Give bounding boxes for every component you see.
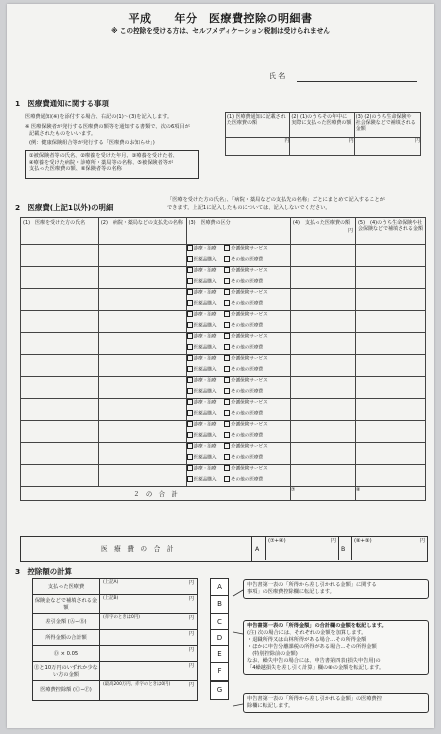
calc-row-label: 保険金などで補填される金額 xyxy=(33,595,100,614)
grand-total-b-tag: B xyxy=(341,546,346,553)
calc-row-tag: E xyxy=(210,645,229,664)
self-medication-notice: ※ この控除を受ける方は、セルフメディケーション税制は受けられません xyxy=(111,27,330,35)
note-deduction-result-transfer: 申告書第一表の「所得から差し引かれる金額」の医療費控 除欄に転記します。 xyxy=(243,693,429,713)
detail-category-options[interactable]: 診療・治療 介護保険サービス xyxy=(186,333,290,344)
detail-category-options[interactable]: 診療・治療 介護保険サービス xyxy=(186,377,290,388)
calc-row-label: Ⓔと10万円のいずれか少ない方の金額 xyxy=(33,662,100,681)
detail-header-reimbursed: (5) (4)のうち生命保険や社会保険などで補填される金額 xyxy=(355,218,425,245)
calc-row-tag: F xyxy=(210,662,229,681)
detail-category-options-2[interactable]: 医薬品購入 その他の医療費 xyxy=(186,388,290,399)
name-label: 氏 名 xyxy=(269,72,286,80)
grand-total-a-input[interactable]: (⑦+④) 円 xyxy=(265,537,339,560)
detail-category-options[interactable]: 診療・治療 介護保険サービス xyxy=(186,267,290,278)
detail-category-options[interactable]: 診療・治療 介護保険サービス xyxy=(186,355,290,366)
detail-category-options-2[interactable]: 医薬品購入 その他の医療費 xyxy=(186,476,290,487)
detail-category-options-2[interactable]: 医薬品購入 その他の医療費 xyxy=(186,366,290,377)
detail-category-options[interactable]: 診療・治療 介護保険サービス xyxy=(186,289,290,300)
calc-row-tag: A xyxy=(210,578,229,597)
detail-category-options-2[interactable]: 医薬品購入 その他の医療費 xyxy=(186,432,290,443)
note-medical-deduction-transfer: 申告書第一表の「所得から差し引かれる金額」に関する 事項」の医療費控除欄に転記します。 xyxy=(243,579,429,599)
note-arrows xyxy=(7,4,434,728)
grand-total-a-tag: A xyxy=(255,546,260,553)
calc-row-yen: 円 xyxy=(188,663,194,669)
section2-total-reimbursed[interactable]: ⑧ xyxy=(355,487,425,501)
calc-row-label: 支払った医療費 xyxy=(33,579,100,595)
detail-category-options[interactable]: 診療・治療 介護保険サービス xyxy=(186,465,290,476)
detail-category-options-2[interactable]: 医薬品購入 その他の医療費 xyxy=(186,410,290,421)
section1-desc1: 医療費通知(※)を添付する場合、右記の(1)〜(3)を記入します。 xyxy=(25,114,173,120)
notice-col3-input[interactable]: 円 xyxy=(354,137,420,155)
six-items-line1: ①被保険者等の氏名、②療養を受けた年月、③療養を受けた者、 xyxy=(29,153,178,159)
notice-col1-header: (1) 医療費通知に記載された医療費の額 xyxy=(226,113,290,138)
detail-header-name: (1) 医療を受けた方の氏名 xyxy=(21,218,99,245)
calc-row-yen: 円 xyxy=(188,647,194,653)
detail-header-category: (3) 医療費の区分 xyxy=(186,218,290,245)
section1-desc3: 記載されたものをいいます。 xyxy=(29,131,97,137)
grand-total-label: 医 療 費 の 合 計 xyxy=(101,545,174,553)
calc-row-yen: 円 xyxy=(188,631,194,637)
detail-category-options[interactable]: 診療・治療 介護保険サービス xyxy=(186,311,290,322)
detail-category-options[interactable]: 診療・治療 介護保険サービス xyxy=(186,245,290,256)
calc-row-tag: G xyxy=(210,681,229,700)
calc-row-label: 差引金額 (Ⓐ−Ⓑ) xyxy=(33,614,100,630)
section2-instruction2: できます。上記1に記入したものについては、記入しないでください。 xyxy=(167,205,331,211)
calc-row-tag: C xyxy=(210,613,229,632)
section1-desc2: ※ 医療保険者が発行する医療費の額等を通知する書類で、次の6項目が xyxy=(25,124,190,130)
note-income-total-transfer: 申告書第一表の「所得金額」の合計欄の金額を転記します。 (注) 次の場合には、それぞれの金額を加算します。 ・退職所得又は山林所得がある場合…その所得金額 ・ほかに申告分離課税の所得がある場合…その所得金額 (特別控除前の金額) なお、繰失申告の場合には、申告書第四表(損失申告用)の 「4繰越損失を差し引く計算」欄の⑧の金額を転記します。 xyxy=(243,620,429,675)
calc-row-label: 医療費控除額 (Ⓒ−Ⓕ) xyxy=(33,681,100,700)
detail-header-payee: (2) 病院・薬局などの支払先の名称 xyxy=(98,218,186,245)
calc-row-hint: (赤字のときは0円) xyxy=(103,615,140,620)
calc-row-label: 所得金額の合計額 xyxy=(33,630,100,646)
detail-category-options-2[interactable]: 医薬品購入 その他の医療費 xyxy=(186,256,290,267)
calc-row-yen: 円 xyxy=(188,596,194,602)
section1-desc4: (例：健康保険組合等が発行する「医療費のお知らせ」) xyxy=(29,140,155,146)
notice-col1-input[interactable]: 円 xyxy=(226,137,290,155)
notice-col2-header: (2) (1)のうちその年中に実際に支払った医療費の額 xyxy=(290,113,354,138)
six-items-line2: ④療養を受けた病院・診療所・薬局等の名称、⑤被保険者等が xyxy=(29,159,174,166)
deduction-form-sheet xyxy=(7,4,434,728)
section1-heading: 1 医療費通知に関する事項 xyxy=(15,99,109,108)
calc-row-hint: (最高200万円、赤字のときは0円) xyxy=(103,682,171,687)
calc-row-tag: D xyxy=(210,629,229,648)
detail-category-options[interactable]: 診療・治療 介護保険サービス xyxy=(186,421,290,432)
detail-category-options-2[interactable]: 医薬品購入 その他の医療費 xyxy=(186,300,290,311)
notice-col3-header: (3) (2)のうち生命保険や社会保険などで補填される金額 xyxy=(354,113,420,138)
detail-category-options-2[interactable]: 医薬品購入 その他の医療費 xyxy=(186,344,290,355)
section2-heading: 2 医療費(上記1以外)の明細 xyxy=(15,203,114,212)
detail-category-options-2[interactable]: 医薬品購入 その他の医療費 xyxy=(186,454,290,465)
detail-category-options-2[interactable]: 医薬品購入 その他の医療費 xyxy=(186,278,290,289)
calc-row-yen: 円 xyxy=(188,580,194,586)
detail-category-options[interactable]: 診療・治療 介護保険サービス xyxy=(186,443,290,454)
section2-instruction1: 「医療を受けた方の氏名」、「病院・薬局などの支払先の名称」ごとにまとめて記入することが xyxy=(167,197,385,203)
section3-heading: 3 控除額の計算 xyxy=(15,567,72,576)
detail-category-options-2[interactable]: 医薬品購入 その他の医療費 xyxy=(186,322,290,333)
calc-row-hint: (上記B) xyxy=(103,596,119,601)
calc-row-label: Ⓓ × 0.05 xyxy=(33,646,100,662)
six-items-line3: 支払った医療費の額、⑥保険者等の名称 xyxy=(29,166,122,172)
form-title: 平成 年分 医療費控除の明細書 xyxy=(128,12,313,25)
detail-category-options[interactable]: 診療・治療 介護保険サービス xyxy=(186,399,290,410)
calc-row-yen: 円 xyxy=(188,615,194,621)
notice-col2-input[interactable]: 円 xyxy=(290,137,354,155)
section2-total-label: ２ の 合 計 xyxy=(21,487,291,501)
calc-row-tag: B xyxy=(210,595,229,614)
grand-total-b-input[interactable]: (⑧+⑨) 円 xyxy=(351,537,427,560)
calc-row-hint: (上記A) xyxy=(103,580,119,585)
detail-header-paid: (4) 支払った医療費の額 円 xyxy=(290,218,355,245)
calc-row-yen: 円 xyxy=(188,682,194,688)
section2-total-paid[interactable]: ⑦ xyxy=(290,487,355,501)
